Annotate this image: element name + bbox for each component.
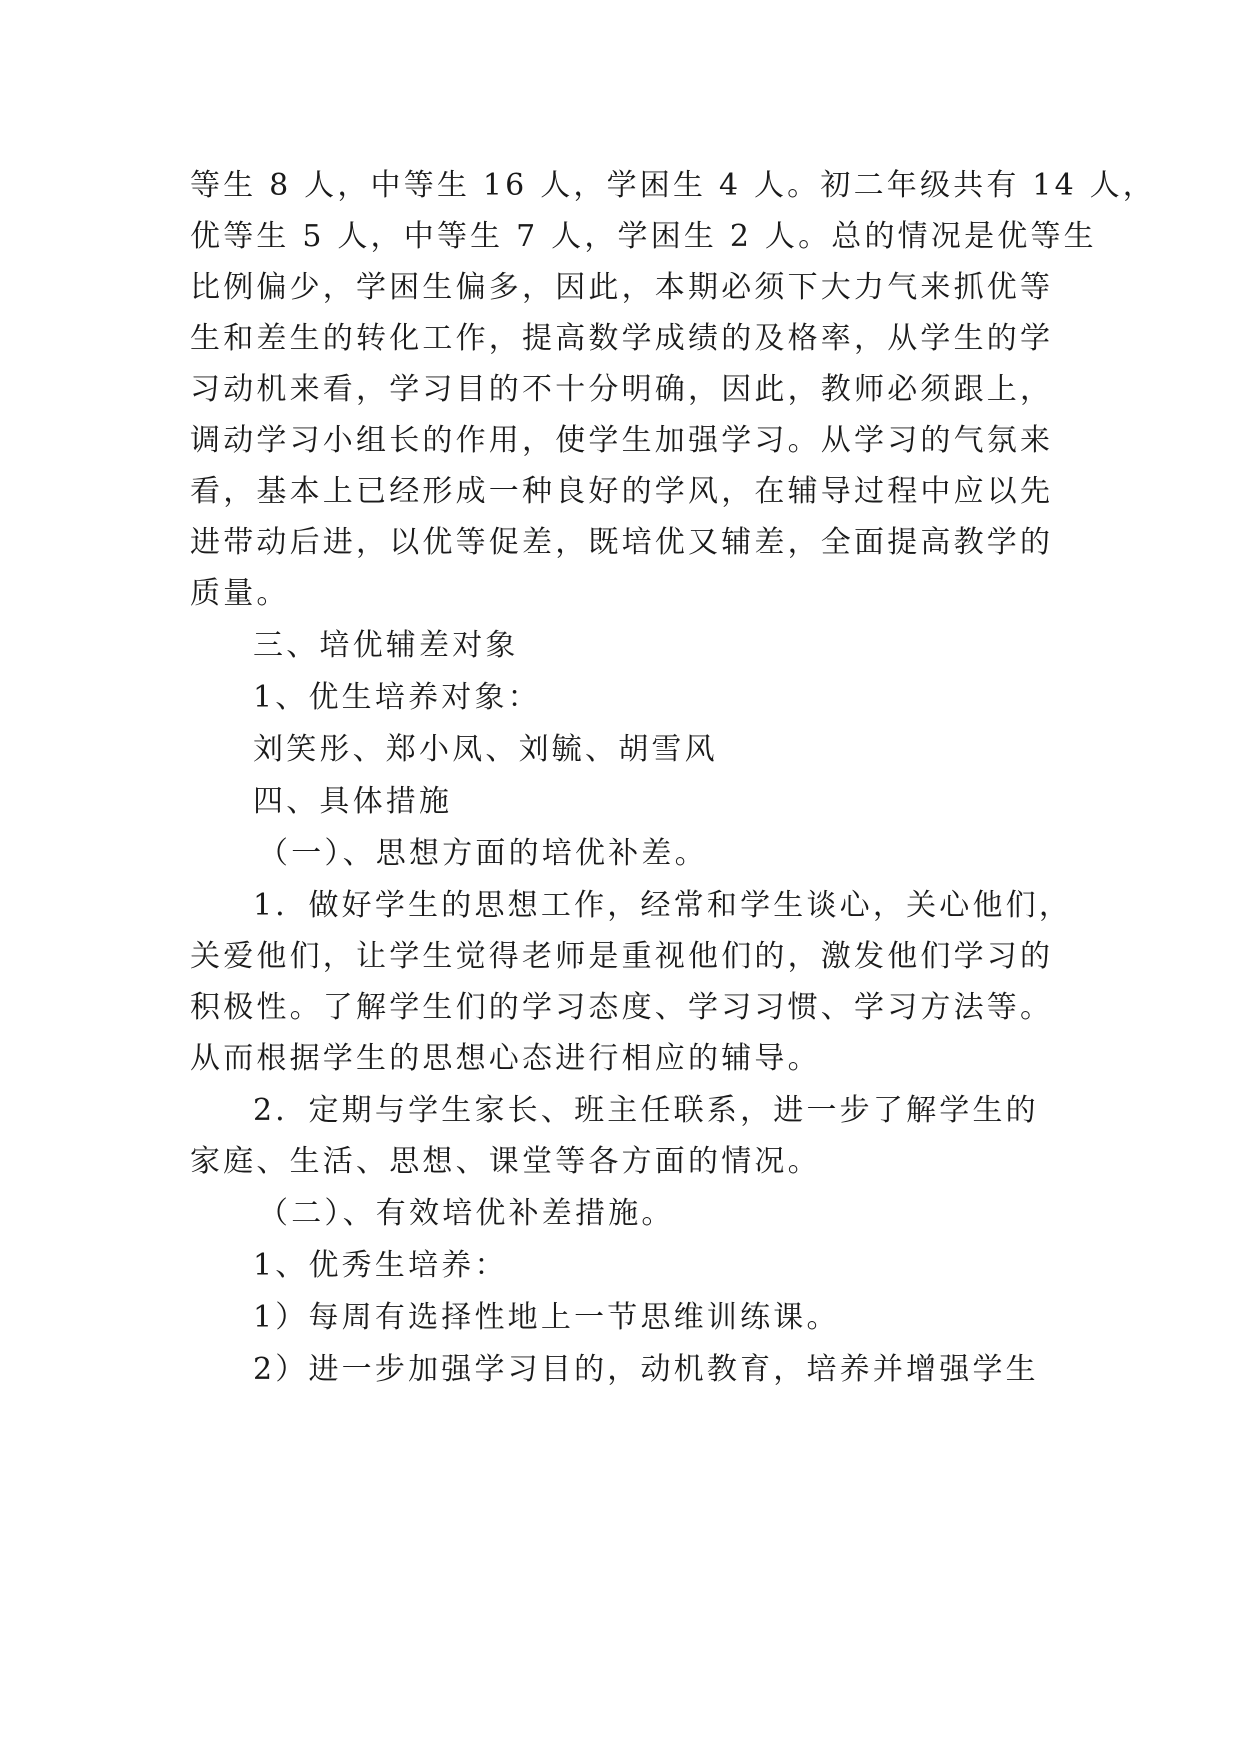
paragraph-line: 看，基本上已经形成一种良好的学风，在辅导过程中应以先: [190, 474, 1054, 509]
paragraph-line: 生和差生的转化工作，提高数学成绩的及格率，从学生的学: [190, 321, 1054, 356]
subsection-heading: （一）、思想方面的培优补差。: [258, 836, 708, 871]
paragraph-line: 等生 8 人，中等生 16 人，学困生 4 人。初二年级共有 14 人，: [190, 168, 1157, 203]
paragraph-line: 从而根据学生的思想心态进行相应的辅导。: [190, 1041, 821, 1076]
paragraph-line: 质量。: [190, 576, 290, 611]
subsection-heading: 1、优秀生培养：: [253, 1248, 508, 1283]
paragraph-line: 1．做好学生的思想工作，经常和学生谈心，关心他们，: [253, 888, 1073, 923]
paragraph-line: 调动学习小组长的作用，使学生加强学习。从学习的气氛来: [190, 423, 1054, 458]
paragraph-line: 习动机来看，学习目的不十分明确，因此，教师必须跟上，: [190, 372, 1054, 407]
paragraph-line: 家庭、生活、思想、课堂等各方面的情况。: [190, 1144, 821, 1179]
paragraph-line: 2．定期与学生家长、班主任联系，进一步了解学生的: [253, 1093, 1039, 1128]
paragraph-line: 进带动后进，以优等促差，既培优又辅差，全面提高教学的: [190, 525, 1054, 560]
paragraph-line: 关爱他们，让学生觉得老师是重视他们的，激发他们学习的: [190, 939, 1054, 974]
subsection-heading: 1、优生培养对象：: [253, 680, 541, 715]
paragraph-line: 比例偏少，学困生偏多，因此，本期必须下大力气来抓优等: [190, 270, 1054, 305]
list-item: 2）进一步加强学习目的，动机教育，培养并增强学生: [253, 1352, 1039, 1387]
list-item: 1）每周有选择性地上一节思维训练课。: [253, 1300, 840, 1335]
section-heading: 四、具体措施: [253, 784, 453, 819]
student-names: 刘笑彤、郑小凤、刘毓、胡雪风: [253, 732, 718, 767]
paragraph-line: 优等生 5 人，中等生 7 人，学困生 2 人。总的情况是优等生: [190, 219, 1097, 254]
paragraph-line: 积极性。了解学生们的学习态度、学习习惯、学习方法等。: [190, 990, 1054, 1025]
subsection-heading: （二）、有效培优补差措施。: [258, 1196, 675, 1231]
section-heading: 三、培优辅差对象: [253, 628, 519, 663]
